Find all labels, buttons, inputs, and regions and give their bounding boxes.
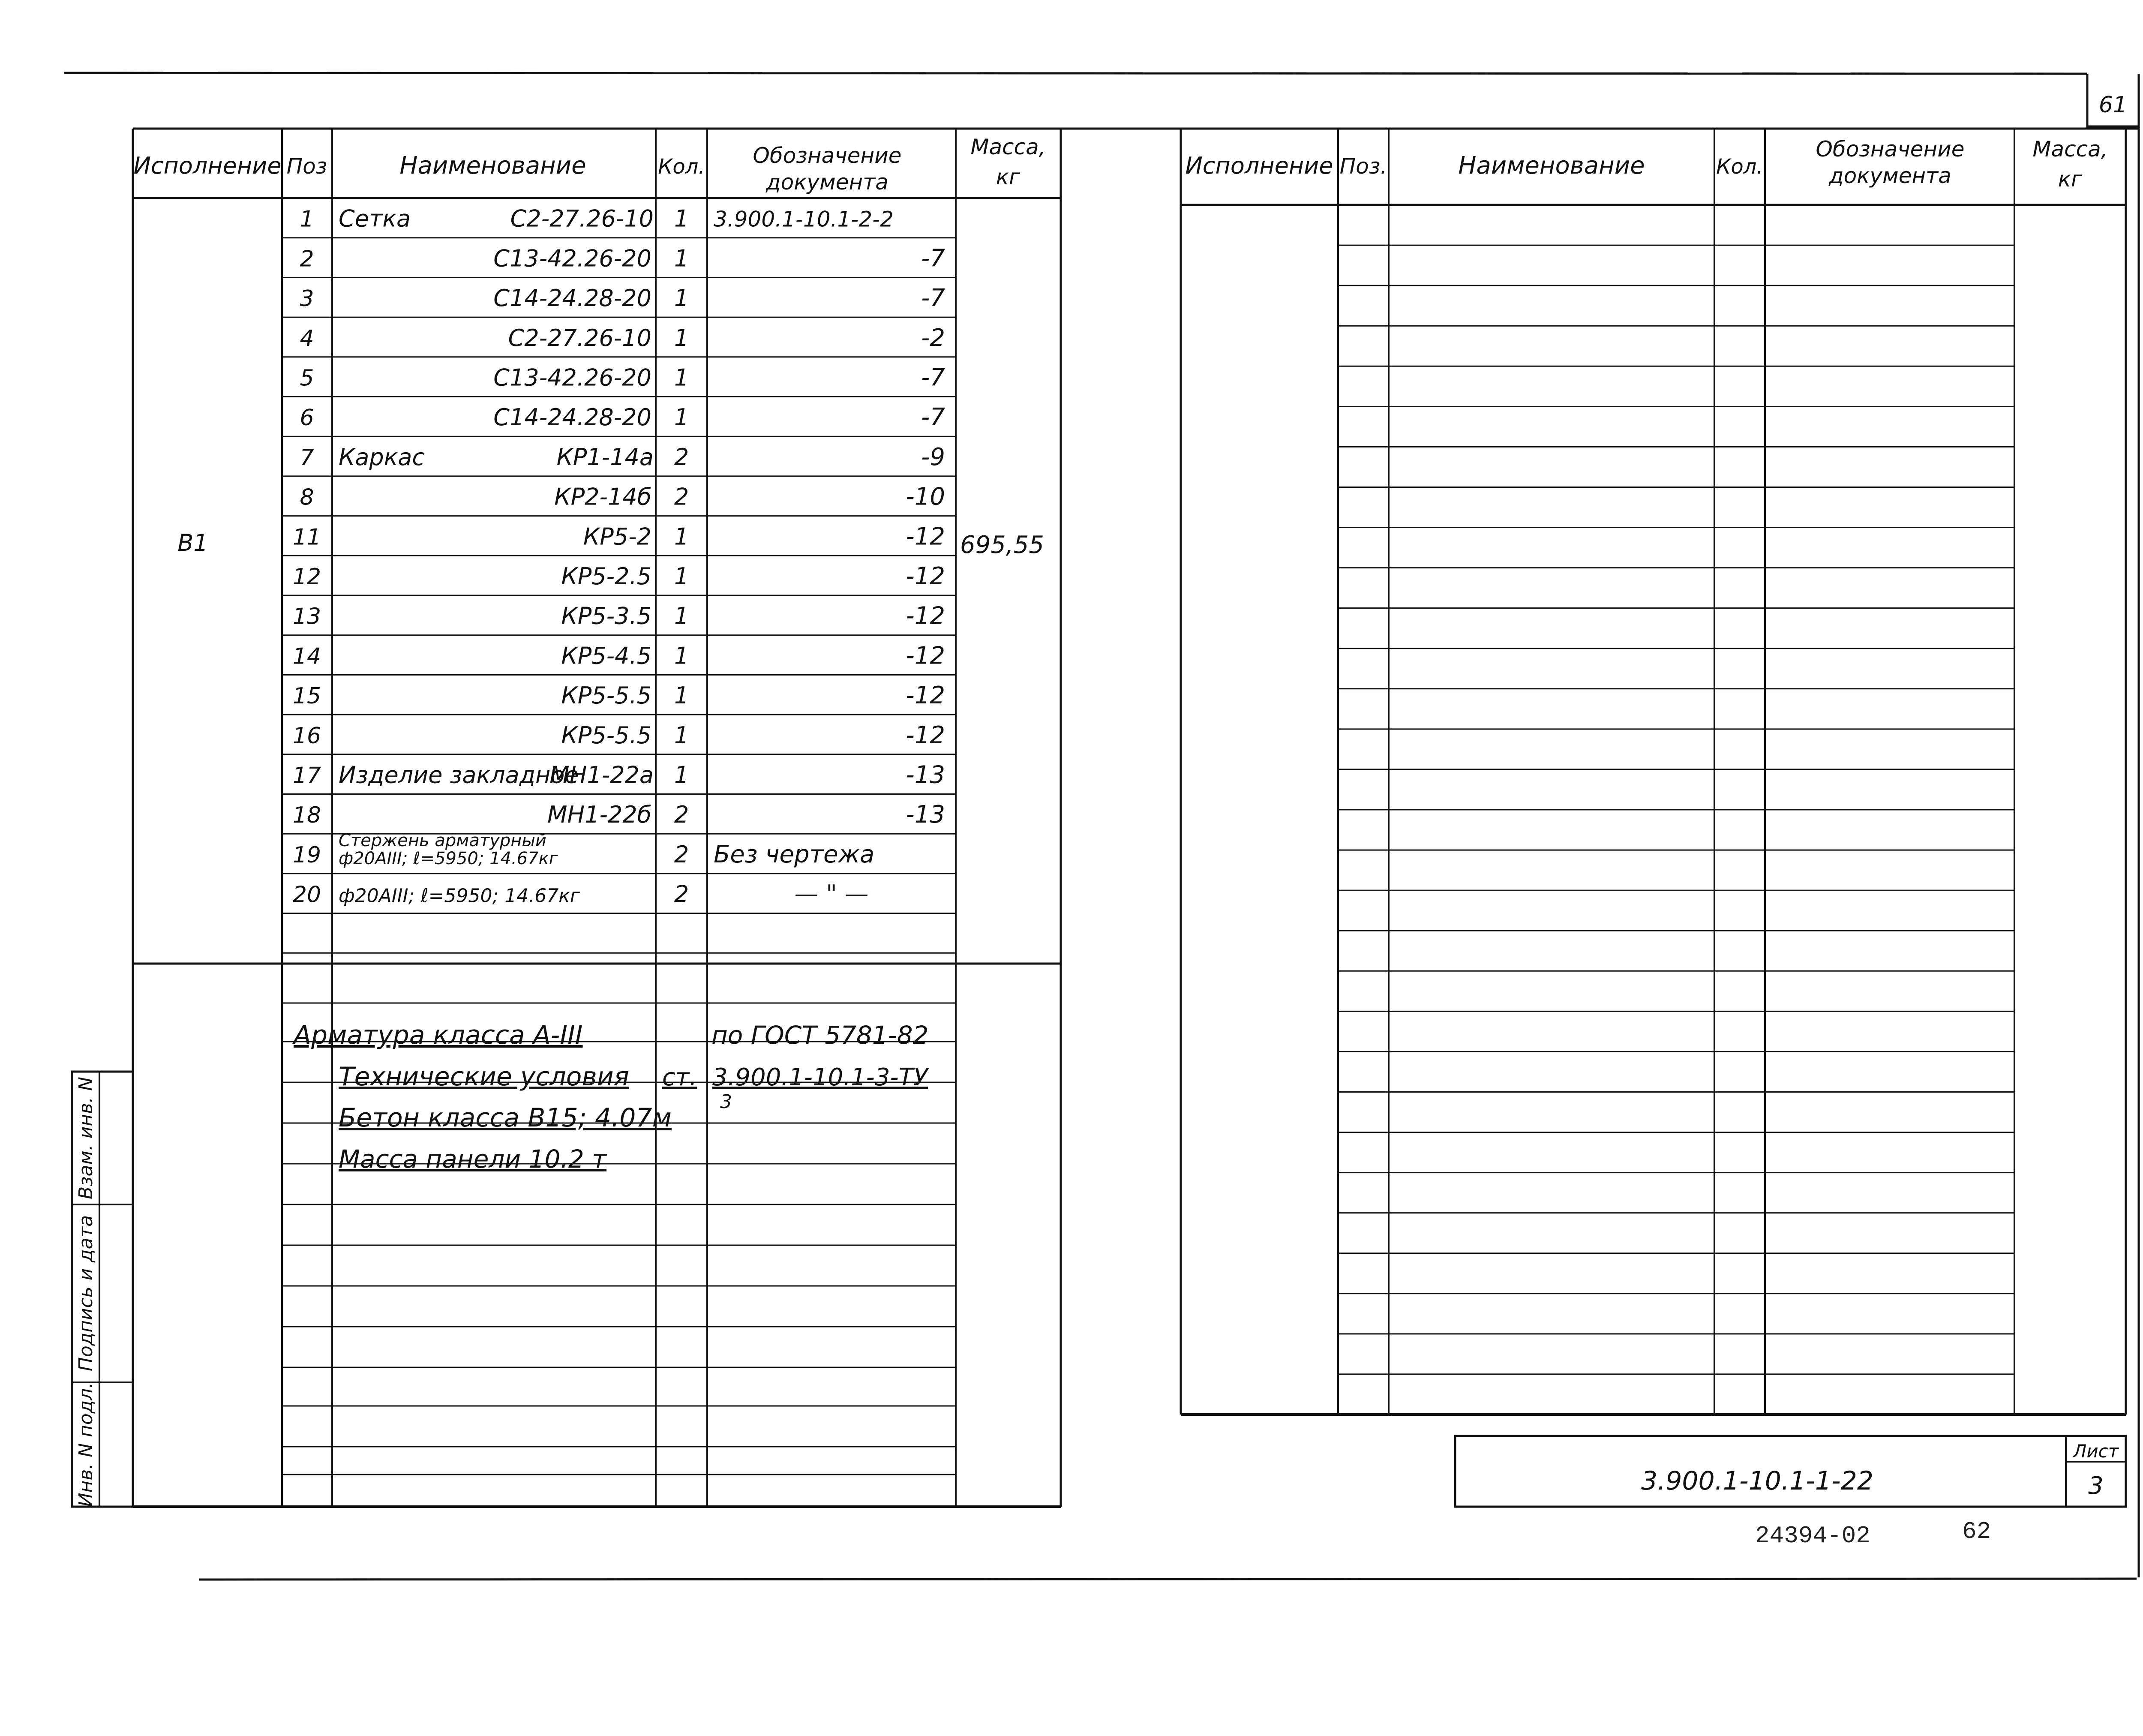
- row-name: МН1-22б: [547, 801, 651, 829]
- row-doc: -10: [906, 483, 945, 511]
- row-name: МН1-22а: [549, 761, 654, 789]
- right-header-kol: Кол.: [1716, 155, 1763, 179]
- right-header-ispolnenie: Исполнение: [1185, 152, 1333, 179]
- row-doc: -12: [906, 562, 945, 591]
- total-mass: 695,55: [960, 531, 1044, 559]
- row-kol: 2: [674, 443, 689, 471]
- row-kol: 1: [674, 642, 689, 670]
- note-massa-paneli: Масса панели 10.2 т: [339, 1144, 606, 1174]
- row-poz: 14: [292, 643, 321, 670]
- row-poz: 19: [292, 842, 321, 868]
- row-name-cont: ф20АIII; ℓ=5950; 14.67кг: [339, 848, 558, 868]
- row-doc: -12: [906, 721, 945, 749]
- row-kol: 1: [674, 404, 689, 431]
- row-kol: 1: [674, 285, 689, 312]
- note-armatura: Арматура класса А-III: [294, 1020, 583, 1050]
- row-name: ф20АIII; ℓ=5950; 14.67кг: [339, 885, 580, 907]
- row-poz: 13: [292, 604, 321, 630]
- row-poz: 8: [300, 484, 314, 511]
- row-poz: 12: [292, 564, 321, 590]
- row-name: С13-42.26-20: [493, 245, 651, 272]
- row-doc: Без чертежа: [714, 840, 875, 868]
- row-kol: 1: [674, 205, 689, 232]
- bottom-trim-line: [199, 1579, 2137, 1580]
- right-header-naimenovanie: Наименование: [1458, 152, 1645, 180]
- left-header-massa: Масса, кг: [970, 135, 1046, 189]
- row-poz: 1: [300, 206, 314, 232]
- row-name: С14-24.28-20: [493, 404, 651, 431]
- row-kol: 2: [674, 880, 689, 908]
- row-name: С14-24.28-20: [493, 285, 651, 312]
- title-designation: 3.900.1-10.1-1-22: [1641, 1466, 1874, 1496]
- row-poz: 6: [300, 405, 314, 431]
- note-tech-doc: 3.900.1-10.1-3-ТУ: [712, 1063, 928, 1091]
- note-beton: Бетон класса В15; 4.07м: [339, 1103, 672, 1133]
- row-kol: 2: [674, 841, 689, 868]
- row-doc: -7: [921, 403, 945, 432]
- row-poz: 17: [292, 763, 321, 789]
- row-kol: 1: [674, 602, 689, 630]
- row-doc: -9: [921, 443, 945, 471]
- right-spec-table: [1181, 129, 2126, 1415]
- row-poz: 2: [300, 246, 314, 272]
- row-kol: 2: [674, 801, 689, 829]
- row-name: КР5-2.5: [561, 563, 651, 590]
- row-name: КР5-3.5: [561, 602, 651, 630]
- row-name: С2-27.26-10: [508, 324, 651, 351]
- row-kol: 1: [674, 364, 689, 391]
- row-name: Стержень арматурный: [339, 830, 546, 850]
- row-name: КР2-14б: [554, 483, 651, 511]
- row-poz: 11: [292, 524, 321, 550]
- row-poz: 4: [300, 325, 314, 351]
- row-poz: 3: [300, 286, 314, 312]
- row-poz: 20: [292, 882, 321, 908]
- right-header-poz: Поз.: [1339, 154, 1387, 179]
- row-poz: 16: [292, 723, 321, 749]
- archive-number: 24394-02: [1755, 1522, 1870, 1550]
- row-doc: 3.900.1-10.1-2-2: [714, 207, 894, 232]
- row-doc: -12: [906, 602, 945, 630]
- row-kol: 1: [674, 721, 689, 749]
- row-kol: 1: [674, 245, 689, 272]
- note-tech: Технические условия: [339, 1062, 629, 1092]
- note-armatura-doc: по ГОСТ 5781-82: [711, 1021, 929, 1050]
- left-header-kol: Кол.: [658, 155, 705, 179]
- row-name: КР5-2: [583, 523, 651, 550]
- row-name: КР5-5.5: [561, 721, 651, 749]
- row-poz: 15: [292, 683, 321, 709]
- row-poz: 5: [300, 365, 314, 391]
- row-kol: 1: [674, 523, 689, 550]
- row-name: С2-27.26-10: [510, 205, 654, 232]
- row-kol: 1: [674, 761, 689, 789]
- title-sheet-number: 3: [2088, 1472, 2104, 1500]
- row-poz: 7: [300, 445, 314, 471]
- row-poz: 18: [292, 802, 321, 829]
- row-doc: -7: [921, 363, 945, 392]
- row-doc: -13: [906, 801, 945, 829]
- row-name: КР1-14а: [556, 443, 654, 471]
- row-name: С13-42.26-20: [493, 364, 651, 391]
- row-doc: — " —: [794, 880, 869, 908]
- row-doc: -2: [921, 324, 945, 352]
- stamp-podpis-data: Подпись и дата: [75, 1215, 97, 1372]
- row-kol: 1: [674, 563, 689, 590]
- row-doc: -12: [906, 523, 945, 551]
- top-trim-line: [64, 73, 2087, 74]
- left-header-naimenovanie: Наименование: [399, 152, 586, 180]
- row-name: КР5-4.5: [561, 642, 651, 670]
- row-doc: -12: [906, 682, 945, 710]
- stamp-inv-podl: Инв. N подл.: [75, 1382, 97, 1507]
- right-header-massa: Масса, кг: [2032, 137, 2108, 192]
- row-doc: -7: [921, 244, 945, 273]
- stamp-vzam-inv: Взам. инв. N: [75, 1077, 97, 1199]
- row-name-prefix: Изделие закладное: [339, 761, 579, 789]
- row-name: КР5-5.5: [561, 682, 651, 709]
- row-doc: -12: [906, 642, 945, 670]
- row-kol: 1: [674, 682, 689, 709]
- spec-rows: [293, 205, 945, 908]
- page-number: 62: [1962, 1518, 1991, 1545]
- row-kol: 2: [674, 483, 689, 511]
- right-header-oboznachenie: Обозначение документа: [1816, 137, 1965, 188]
- left-header-poz: Поз: [286, 154, 327, 179]
- note-tech-kol: ст.: [662, 1063, 697, 1091]
- left-header-oboznachenie: Обозначение документа: [753, 143, 902, 195]
- row-doc: -7: [921, 284, 945, 312]
- row-name-prefix: Каркас: [339, 443, 425, 471]
- title-sheet-label: Лист: [2073, 1441, 2119, 1462]
- sheet-corner-number: 61: [2098, 92, 2128, 118]
- variant-label: В1: [177, 529, 208, 556]
- left-header-ispolnenie: Исполнение: [133, 152, 282, 179]
- row-kol: 1: [674, 324, 689, 351]
- row-name-prefix: Сетка: [339, 205, 411, 232]
- row-doc: -13: [906, 761, 945, 789]
- note-tech-doc-sub: 3: [720, 1091, 732, 1113]
